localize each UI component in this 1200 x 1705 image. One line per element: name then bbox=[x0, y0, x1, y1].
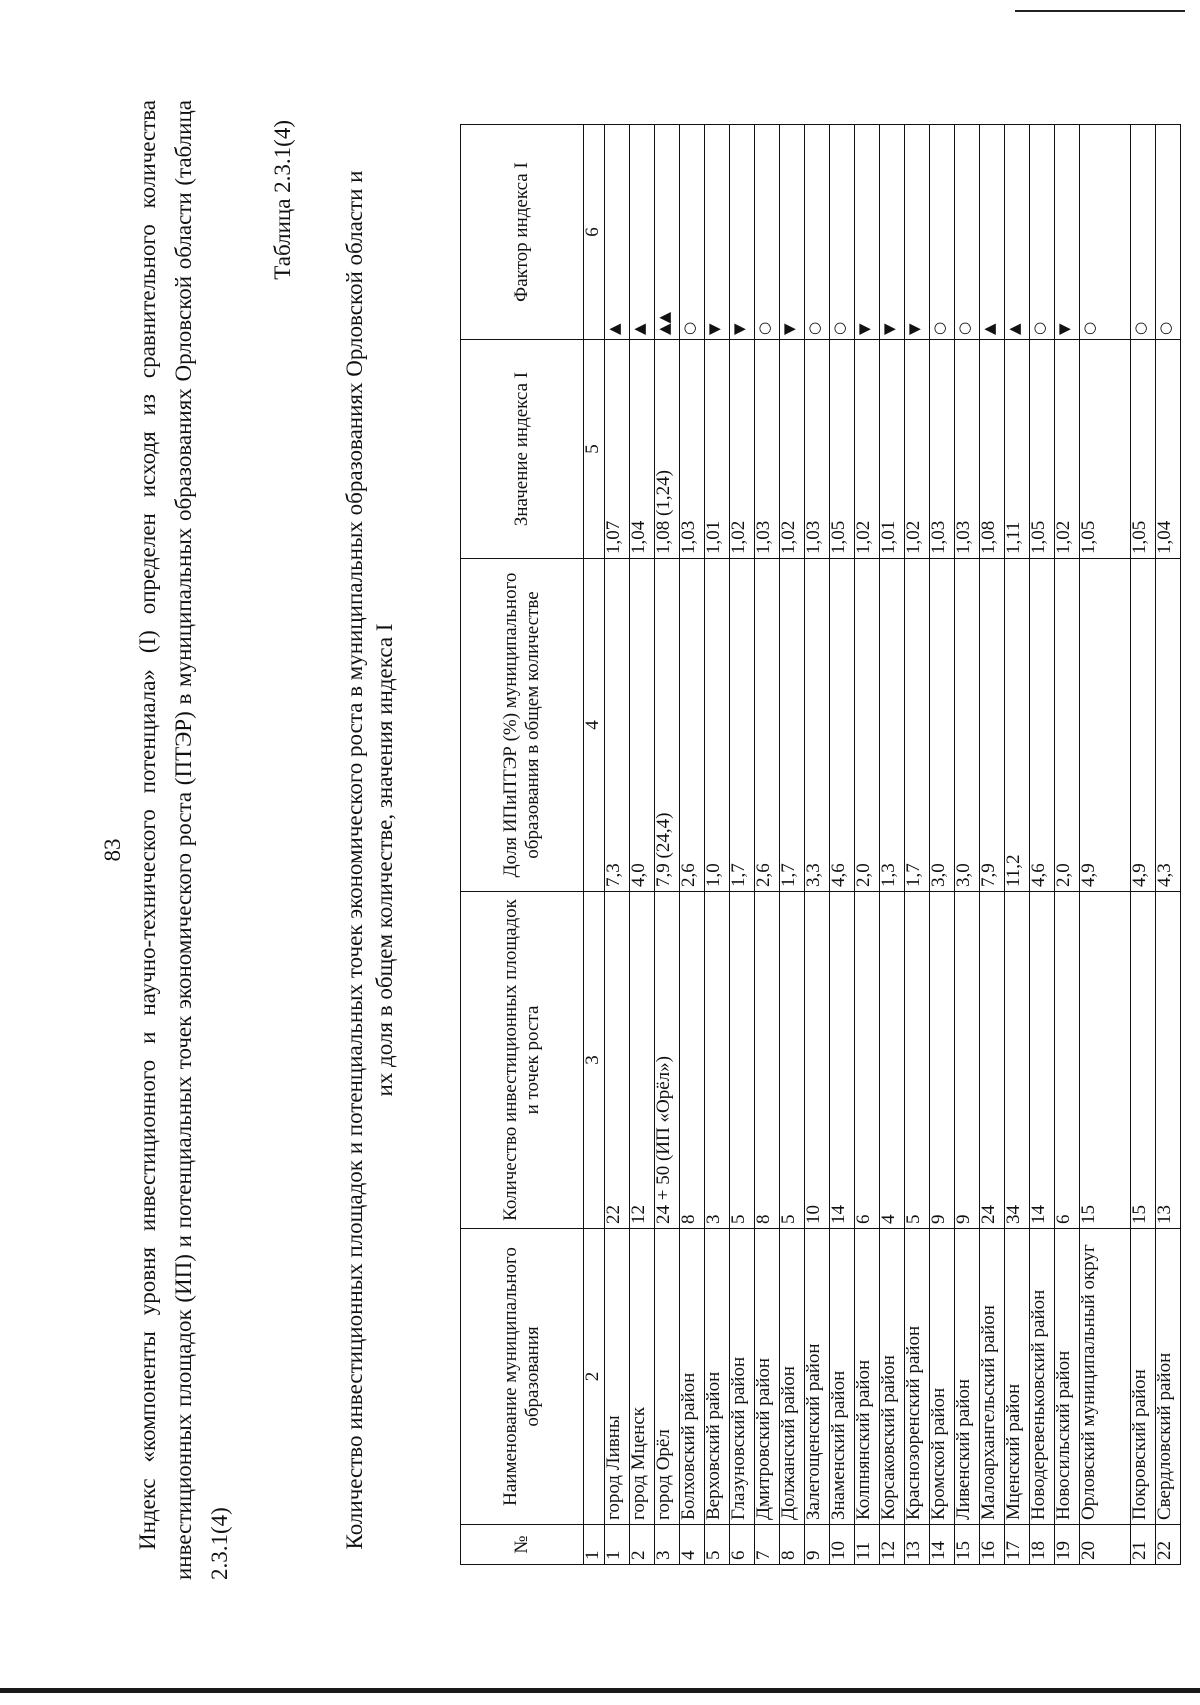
share-cell: 3,0 bbox=[930, 559, 955, 892]
row-number-cell: 5 bbox=[705, 1525, 730, 1565]
count-cell: 15 bbox=[1080, 892, 1131, 1229]
count-cell: 9 bbox=[930, 892, 955, 1229]
table-title: Количество инвестиционных площадок и потенциальных точек экономического роста в муниципальных образованиях Орловской области и их доля в общем количестве, значения индекса I bbox=[342, 170, 397, 1550]
count-cell: 5 bbox=[780, 892, 805, 1229]
share-cell: 2,0 bbox=[855, 559, 880, 892]
row-number-cell: 16 bbox=[980, 1525, 1005, 1565]
share-cell: 4,9 bbox=[1131, 559, 1156, 892]
row-number-cell: 11 bbox=[855, 1525, 880, 1565]
row-number-cell: 22 bbox=[1156, 1525, 1181, 1565]
column-header: № bbox=[461, 1525, 584, 1565]
share-cell: 7,9 (24,4) bbox=[655, 559, 680, 892]
factor-cell: ○ bbox=[1080, 125, 1131, 340]
row-number-cell: 15 bbox=[955, 1525, 980, 1565]
table-caption: Таблица 2.3.1(4) bbox=[270, 120, 295, 280]
share-cell: 3,3 bbox=[805, 559, 830, 892]
share-cell: 7,9 bbox=[980, 559, 1005, 892]
table-row bbox=[1080, 125, 1131, 1565]
municipality-name-cell: Свердловский район bbox=[1156, 1229, 1181, 1525]
index-value-cell: 1,03 bbox=[755, 340, 780, 559]
table-row bbox=[980, 125, 1005, 1565]
municipality-name-cell: Мценский район bbox=[1005, 1229, 1030, 1525]
table-row bbox=[630, 125, 655, 1565]
index-value-cell: 1,05 bbox=[1080, 340, 1131, 559]
bottom-rule bbox=[0, 1688, 1200, 1693]
share-cell: 4,0 bbox=[630, 559, 655, 892]
count-cell: 13 bbox=[1156, 892, 1181, 1229]
row-number-cell: 12 bbox=[880, 1525, 905, 1565]
municipality-name-cell: город Ливны bbox=[605, 1229, 630, 1525]
table-header-row bbox=[461, 125, 584, 1565]
row-number-cell: 3 bbox=[655, 1525, 680, 1565]
share-cell: 1,0 bbox=[705, 559, 730, 892]
factor-cell: ○ bbox=[805, 125, 830, 340]
column-number: 3 bbox=[584, 892, 605, 1229]
municipality-name-cell: Корсаковский район bbox=[880, 1229, 905, 1525]
municipality-name-cell: Покровский район bbox=[1131, 1229, 1156, 1525]
table-row bbox=[680, 125, 705, 1565]
municipality-name-cell: Болховский район bbox=[680, 1229, 705, 1525]
index-value-cell: 1,03 bbox=[955, 340, 980, 559]
rotated-page bbox=[100, 80, 1175, 1620]
count-cell: 10 bbox=[805, 892, 830, 1229]
table-row bbox=[880, 125, 905, 1565]
index-value-cell: 1,02 bbox=[780, 340, 805, 559]
municipality-name-cell: Орловский муниципальный округ bbox=[1080, 1229, 1131, 1525]
count-cell: 12 bbox=[630, 892, 655, 1229]
count-cell: 6 bbox=[855, 892, 880, 1229]
column-number: 1 bbox=[584, 1525, 605, 1565]
count-cell: 5 bbox=[905, 892, 930, 1229]
table-row bbox=[905, 125, 930, 1565]
factor-cell: ▼ bbox=[730, 125, 755, 340]
municipality-name-cell: город Мценск bbox=[630, 1229, 655, 1525]
column-number: 2 bbox=[584, 1229, 605, 1525]
municipality-name-cell: Малоархангельский район bbox=[980, 1229, 1005, 1525]
count-cell: 14 bbox=[1030, 892, 1055, 1229]
factor-cell: ▼ bbox=[880, 125, 905, 340]
table-row bbox=[1005, 125, 1030, 1565]
index-value-cell: 1,08 (1,24) bbox=[655, 340, 680, 559]
municipality-name-cell: Глазуновский район bbox=[730, 1229, 755, 1525]
municipality-name-cell: Ливенский район bbox=[955, 1229, 980, 1525]
row-number-cell: 1 bbox=[605, 1525, 630, 1565]
table-row bbox=[930, 125, 955, 1565]
table-row bbox=[805, 125, 830, 1565]
intro-paragraph: Индекс «компоненты уровня инвестиционного и научно-технического потенциала» (I) определен исходя из сравнительного количества инвестиционных площадок (ИП) и потенциальных точек экономического роста (ПТЭР) в муниципальных образованиях Орловской области (таблица 2.3.1(4) bbox=[135, 100, 232, 1580]
share-cell: 2,6 bbox=[755, 559, 780, 892]
factor-cell: ▲ bbox=[1005, 125, 1030, 340]
table-row bbox=[780, 125, 805, 1565]
share-cell: 1,7 bbox=[905, 559, 930, 892]
index-value-cell: 1,01 bbox=[880, 340, 905, 559]
factor-cell: ▼ bbox=[855, 125, 880, 340]
count-cell: 5 bbox=[730, 892, 755, 1229]
row-number-cell: 18 bbox=[1030, 1525, 1055, 1565]
table-body bbox=[605, 125, 1181, 1565]
index-value-cell: 1,01 bbox=[705, 340, 730, 559]
factor-cell: ▲▲ bbox=[655, 125, 680, 340]
index-value-cell: 1,05 bbox=[1131, 340, 1156, 559]
column-header: Значение индекса I bbox=[461, 340, 584, 559]
column-header: Наименование муниципального образования bbox=[461, 1229, 584, 1525]
factor-cell: ▲ bbox=[605, 125, 630, 340]
table-row bbox=[830, 125, 855, 1565]
factor-cell: ○ bbox=[755, 125, 780, 340]
table-row bbox=[755, 125, 780, 1565]
share-cell: 4,3 bbox=[1156, 559, 1181, 892]
share-cell: 1,7 bbox=[730, 559, 755, 892]
municipality-name-cell: Верховский район bbox=[705, 1229, 730, 1525]
index-value-cell: 1,02 bbox=[1055, 340, 1080, 559]
table-row bbox=[655, 125, 680, 1565]
column-header: Количество инвестиционных площадок и точек роста bbox=[461, 892, 584, 1229]
column-number: 4 bbox=[584, 559, 605, 892]
table-row bbox=[955, 125, 980, 1565]
count-cell: 24 + 50 (ИП «Орёл») bbox=[655, 892, 680, 1229]
factor-cell: ▼ bbox=[705, 125, 730, 340]
index-value-cell: 1,03 bbox=[805, 340, 830, 559]
index-value-cell: 1,02 bbox=[730, 340, 755, 559]
municipality-name-cell: Новосильский район bbox=[1055, 1229, 1080, 1525]
table-row bbox=[855, 125, 880, 1565]
page-number: 83 bbox=[100, 838, 125, 862]
municipality-name-cell: Колпнянский район bbox=[855, 1229, 880, 1525]
column-number: 5 bbox=[584, 340, 605, 559]
table-row bbox=[730, 125, 755, 1565]
municipality-name-cell: Дмитровский район bbox=[755, 1229, 780, 1525]
index-value-cell: 1,11 bbox=[1005, 340, 1030, 559]
table-row bbox=[1156, 125, 1181, 1565]
share-cell: 2,6 bbox=[680, 559, 705, 892]
factor-cell: ○ bbox=[955, 125, 980, 340]
municipality-name-cell: Залегощенский район bbox=[805, 1229, 830, 1525]
index-value-cell: 1,05 bbox=[1030, 340, 1055, 559]
municipality-name-cell: город Орёл bbox=[655, 1229, 680, 1525]
factor-cell: ▼ bbox=[780, 125, 805, 340]
index-value-cell: 1,04 bbox=[1156, 340, 1181, 559]
count-cell: 8 bbox=[755, 892, 780, 1229]
share-cell: 4,6 bbox=[830, 559, 855, 892]
factor-cell: ▲ bbox=[980, 125, 1005, 340]
row-number-cell: 14 bbox=[930, 1525, 955, 1565]
row-number-cell: 13 bbox=[905, 1525, 930, 1565]
share-cell: 1,3 bbox=[880, 559, 905, 892]
column-number-row bbox=[584, 125, 605, 1565]
count-cell: 9 bbox=[955, 892, 980, 1229]
municipality-name-cell: Знаменский район bbox=[830, 1229, 855, 1525]
factor-cell: ○ bbox=[1156, 125, 1181, 340]
count-cell: 15 bbox=[1131, 892, 1156, 1229]
count-cell: 8 bbox=[680, 892, 705, 1229]
count-cell: 4 bbox=[880, 892, 905, 1229]
factor-cell: ○ bbox=[1030, 125, 1055, 340]
share-cell: 11,2 bbox=[1005, 559, 1030, 892]
count-cell: 3 bbox=[705, 892, 730, 1229]
factor-cell: ○ bbox=[930, 125, 955, 340]
municipality-name-cell: Должанский район bbox=[780, 1229, 805, 1525]
row-number-cell: 17 bbox=[1005, 1525, 1030, 1565]
row-number-cell: 6 bbox=[730, 1525, 755, 1565]
row-number-cell: 4 bbox=[680, 1525, 705, 1565]
share-cell: 1,7 bbox=[780, 559, 805, 892]
column-number: 6 bbox=[584, 125, 605, 340]
index-value-cell: 1,03 bbox=[930, 340, 955, 559]
count-cell: 24 bbox=[980, 892, 1005, 1229]
factor-cell: ▼ bbox=[905, 125, 930, 340]
count-cell: 34 bbox=[1005, 892, 1030, 1229]
column-header: Фактор индекса I bbox=[461, 125, 584, 340]
index-value-cell: 1,02 bbox=[855, 340, 880, 559]
factor-cell: ▼ bbox=[1055, 125, 1080, 340]
share-cell: 4,6 bbox=[1030, 559, 1055, 892]
factor-cell: ○ bbox=[830, 125, 855, 340]
row-number-cell: 2 bbox=[630, 1525, 655, 1565]
data-table bbox=[460, 124, 1181, 1565]
municipality-name-cell: Краснозоренский район bbox=[905, 1229, 930, 1525]
row-number-cell: 20 bbox=[1080, 1525, 1131, 1565]
factor-cell: ○ bbox=[680, 125, 705, 340]
table-row bbox=[1131, 125, 1156, 1565]
count-cell: 22 bbox=[605, 892, 630, 1229]
municipality-name-cell: Кромской район bbox=[930, 1229, 955, 1525]
index-value-cell: 1,05 bbox=[830, 340, 855, 559]
row-number-cell: 10 bbox=[830, 1525, 855, 1565]
count-cell: 6 bbox=[1055, 892, 1080, 1229]
count-cell: 14 bbox=[830, 892, 855, 1229]
row-number-cell: 7 bbox=[755, 1525, 780, 1565]
top-rule bbox=[1015, 10, 1185, 12]
index-value-cell: 1,04 bbox=[630, 340, 655, 559]
index-value-cell: 1,02 bbox=[905, 340, 930, 559]
row-number-cell: 19 bbox=[1055, 1525, 1080, 1565]
column-header: Доля ИПиПТЭР (%) муниципального образования в общем количестве bbox=[461, 559, 584, 892]
table-row bbox=[705, 125, 730, 1565]
row-number-cell: 8 bbox=[780, 1525, 805, 1565]
index-value-cell: 1,08 bbox=[980, 340, 1005, 559]
table-row bbox=[1055, 125, 1080, 1565]
table-row bbox=[605, 125, 630, 1565]
table-row bbox=[1030, 125, 1055, 1565]
factor-cell: ○ bbox=[1131, 125, 1156, 340]
share-cell: 7,3 bbox=[605, 559, 630, 892]
share-cell: 3,0 bbox=[955, 559, 980, 892]
municipality-name-cell: Новодеревеньковский район bbox=[1030, 1229, 1055, 1525]
share-cell: 2,0 bbox=[1055, 559, 1080, 892]
index-value-cell: 1,03 bbox=[680, 340, 705, 559]
factor-cell: ▲ bbox=[630, 125, 655, 340]
row-number-cell: 21 bbox=[1131, 1525, 1156, 1565]
share-cell: 4,9 bbox=[1080, 559, 1131, 892]
index-value-cell: 1,07 bbox=[605, 340, 630, 559]
row-number-cell: 9 bbox=[805, 1525, 830, 1565]
